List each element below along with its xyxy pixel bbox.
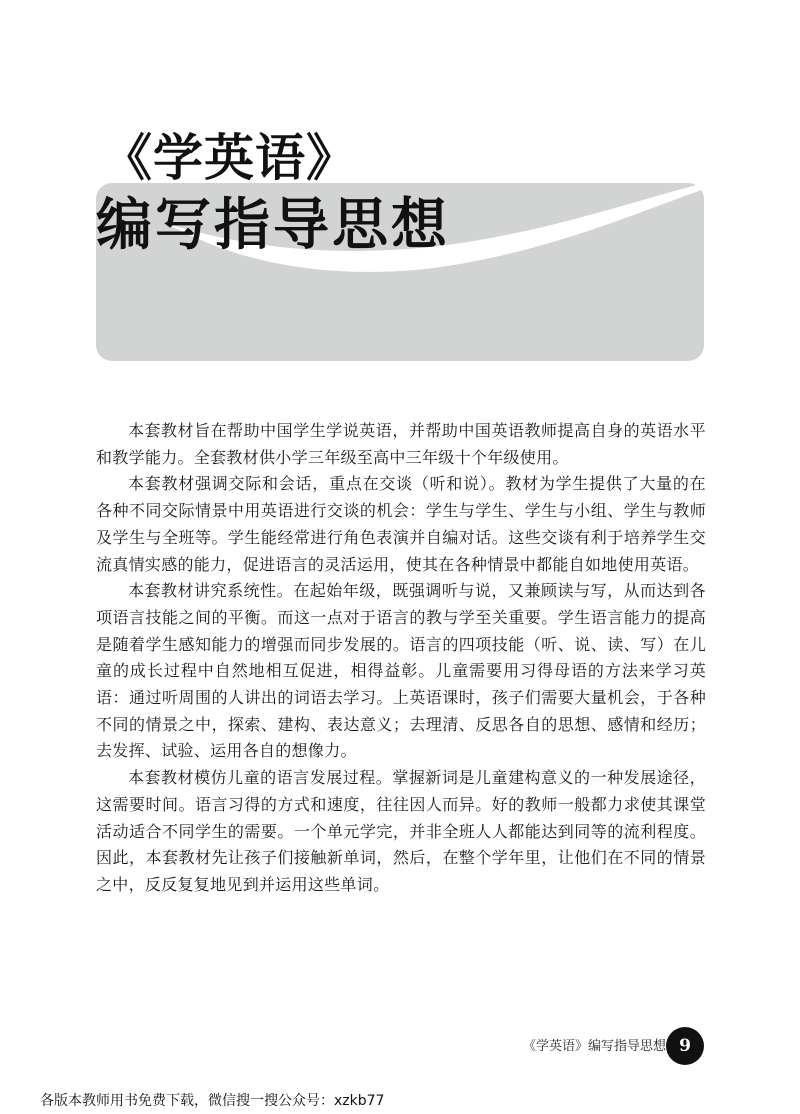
title-book-name: 《学英语》: [102, 129, 357, 187]
paragraph: 本套教材模仿儿童的语言发展过程。掌握新词是儿童建构意义的一种发展途径，这需要时间。语言习得的方式和速度，往往因人而异。好的教师一般都力求使其课堂活动适合不同学生的需要。一个单元学完，并非全班人人都能达到同等的流利程度。因此，本套教材先让孩子们接触新单词，然后，在整个学年里，让他们在不同的情景之中，反反复复地见到并运用这些单词。: [96, 768, 706, 894]
paragraph: 本套教材旨在帮助中国学生学说英语，并帮助中国英语教师提高自身的英语水平和教学能力。全套教材供小学三年级至高中三年级十个年级使用。: [96, 421, 706, 467]
running-footer-title: 《学英语》编写指导思想: [522, 1039, 666, 1054]
page-number: 9: [679, 1036, 691, 1056]
paragraph: 本套教材强调交际和会话，重点在交谈（听和说）。教材为学生提供了大量的在各种不同交际情景中用英语进行交谈的机会：学生与学生、学生与小组、学生与教师及学生与全班等。学生能经常进行角色表演并自编对话。这些交谈有利于培养学生交流真情实感的能力，促进语言的灵活运用，使其在各种情景中都能自如地使用英语。: [96, 474, 706, 574]
watermark-text: 各版本教师用书免费下载，微信搜一搜公众号：xzkb77: [40, 1093, 385, 1109]
paragraph: 本套教材讲究系统性。在起始年级，既强调听与说，又兼顾读与写，从而达到各项语言技能之间的平衡。而这一点对于语言的教与学至关重要。学生语言能力的提高是随着学生感知能力的增强而同步发展的。语言的四项技能（听、说、读、写）在儿童的成长过程中自然地相互促进，相得益彰。儿童需要用习得母语的方法来学习英语：通过听周围的人讲出的词语去学习。上英语课时，孩子们需要大量机会，于各种不同的情景之中，探索、建构、表达意义；去理清、反思各自的思想、感情和经历；去发挥、试验、运用各自的想像力。: [96, 581, 706, 761]
page-title: 编写指导思想: [96, 193, 450, 258]
page-number-badge: [666, 1027, 704, 1065]
body-text: [96, 418, 706, 899]
